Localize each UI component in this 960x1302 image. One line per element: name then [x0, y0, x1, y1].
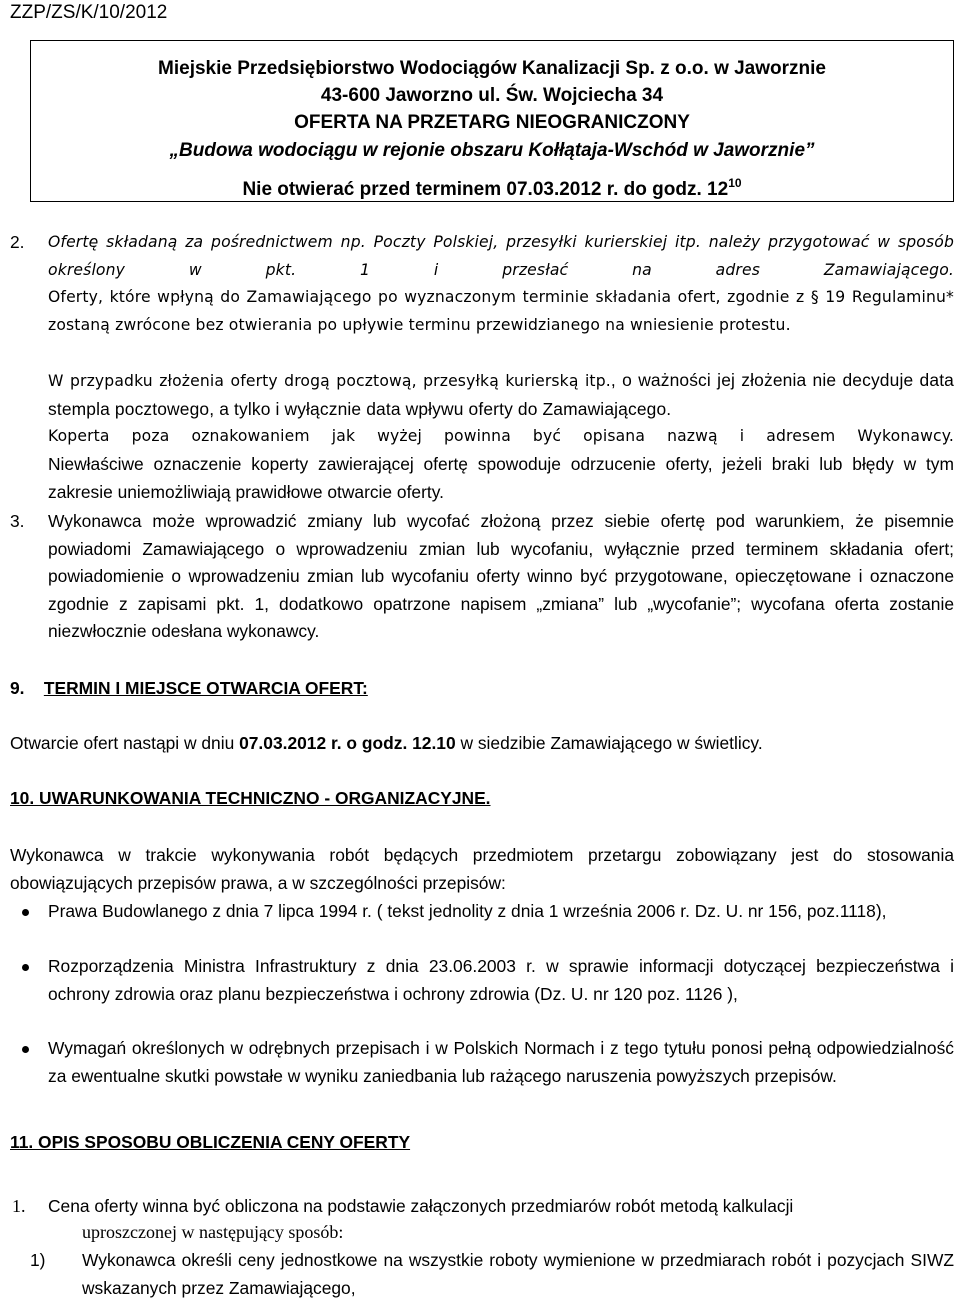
bullet-icon	[22, 909, 29, 916]
item-2-sentence-1: Ofertę składaną za pośrednictwem np. Poczty Polskiej, przesyłki kurierskiej itp. należy przygotować w sposób określony w pkt. 1 i przesłać na adres Zamawiającego.	[48, 233, 954, 279]
document-reference: ZZP/ZS/K/10/2012	[10, 2, 168, 23]
envelope-line-company: Miejskie Przedsiębiorstwo Wodociągów Kanalizacji Sp. z o.o. w Jaworznie	[158, 58, 826, 79]
item-2-sentence-4: Koperta poza oznakowaniem jak wyżej powinna być opisana nazwą i adresem Wykonawcy.	[48, 427, 954, 445]
item-2-number: 2.	[10, 232, 25, 252]
envelope-line-deadline: Nie otwierać przed terminem 07.03.2012 r. do godz. $12^{10}$	[242, 176, 742, 200]
item-2-sentence-3: W przypadku złożenia oferty drogą pocztową, przesyłką kurierską itp., o ważności jej złożenia nie decyduje data stempla pocztowego, a tylko i wyłącznie data wpływu oferty do Zamawiającego.	[48, 370, 954, 419]
bullet-icon	[22, 964, 29, 971]
section-10-intro: Wykonawca w trakcie wykonywania robót będących przedmiotem przetargu zobowiązany jest do stosowania obowiązujących przepisów prawa, a w szczególności przepisów:	[10, 845, 954, 893]
section-11-sub-1-number: 1)	[30, 1250, 46, 1270]
item-2-sentence-5: Niewłaściwe oznaczenie koperty zawierającej ofertę spowoduje odrzucenie oferty, jeżeli braki lub błędy w tym zakresie uniemożliwiają prawidłowe otwarcie oferty.	[48, 454, 954, 502]
envelope-line-address: 43-600 Jaworzno ul. Św. Wojciecha 34	[320, 85, 664, 106]
bullet-icon	[22, 1046, 29, 1053]
section-9-text: Otwarcie ofert nastąpi w dniu 07.03.2012 r. o godz. 12.10 w siedzibie Zamawiającego w świetlicy.	[10, 733, 763, 753]
section-11-item-1-number: 1.	[12, 1196, 26, 1216]
envelope-line-offer: OFERTA NA PRZETARG NIEOGRANICZONY	[294, 112, 690, 133]
section-11-sub-1-text: Wykonawca określi ceny jednostkowe na wszystkie roboty wymienione w przedmiarach robót i pozycjach SIWZ wskazanych przez Zamawiającego,	[82, 1250, 954, 1298]
item-3-text: Wykonawca może wprowadzić zmiany lub wycofać złożoną przez siebie ofertę pod warunkiem, że pisemnie powiadomi Zamawiającego o wprowadzeniu zmian lub wycofaniu, wyłącznie przed terminem składania ofert; powiadomienie o wprowadzeniu zmian lub wycofaniu oferty winno być przygotowane, opieczętowane i oznaczone zgodnie z zapisami pkt. 1, dodatkowo opatrzone napisem „zmiana” lub „wycofanie”; wycofana oferta zostanie niezwłocznie odesłana wykonawcy.	[48, 511, 954, 641]
section-10-bullet-3: Wymagań określonych w odrębnych przepisach i w Polskich Normach i z tego tytułu ponosi pełną odpowiedzialność za ewentualne skutki powstałe w wyniku zaniedbania lub rażącego naruszenia powyższych przepisów.	[48, 1038, 954, 1086]
envelope-label-box	[30, 40, 954, 202]
section-11-heading: 11. OPIS SPOSOBU OBLICZENIA CENY OFERTY	[10, 1132, 411, 1152]
item-2-sentence-2: Oferty, które wpłyną do Zamawiającego po wyznaczonym terminie składania ofert, zgodnie z § 19 Regulaminu* zostaną zwrócone bez otwierania po upływie terminu przewidzianego na wniesienie protestu.	[48, 288, 954, 334]
envelope-line-project: „Budowa wodociągu w rejonie obszaru Kołłątaja-Wschód w Jaworznie”	[169, 140, 815, 161]
section-10-heading: 10. UWARUNKOWANIA TECHNICZNO - ORGANIZACYJNE.	[10, 788, 491, 808]
section-11-item-1-text-continued: uproszczonej w następujący sposób:	[82, 1222, 344, 1242]
section-10-bullet-2: Rozporządzenia Ministra Infrastruktury z dnia 23.06.2003 r. w sprawie informacji dotyczącej bezpieczeństwa i ochrony zdrowia oraz planu bezpieczeństwa i ochrony zdrowia (Dz. U. nr 120 poz. 1126 ),	[48, 956, 954, 1004]
section-9-heading: 9. TERMIN I MIEJSCE OTWARCIA OFERT:	[10, 678, 368, 698]
item-3-number: 3.	[10, 511, 25, 531]
section-10-bullet-1: Prawa Budowlanego z dnia 7 lipca 1994 r. ( tekst jednolity z dnia 1 września 2006 r. Dz. U. nr 156, poz.1118),	[48, 901, 887, 921]
section-11-item-1-text: Cena oferty winna być obliczona na podstawie załączonych przedmiarów robót metodą kalkulacji	[48, 1196, 794, 1216]
